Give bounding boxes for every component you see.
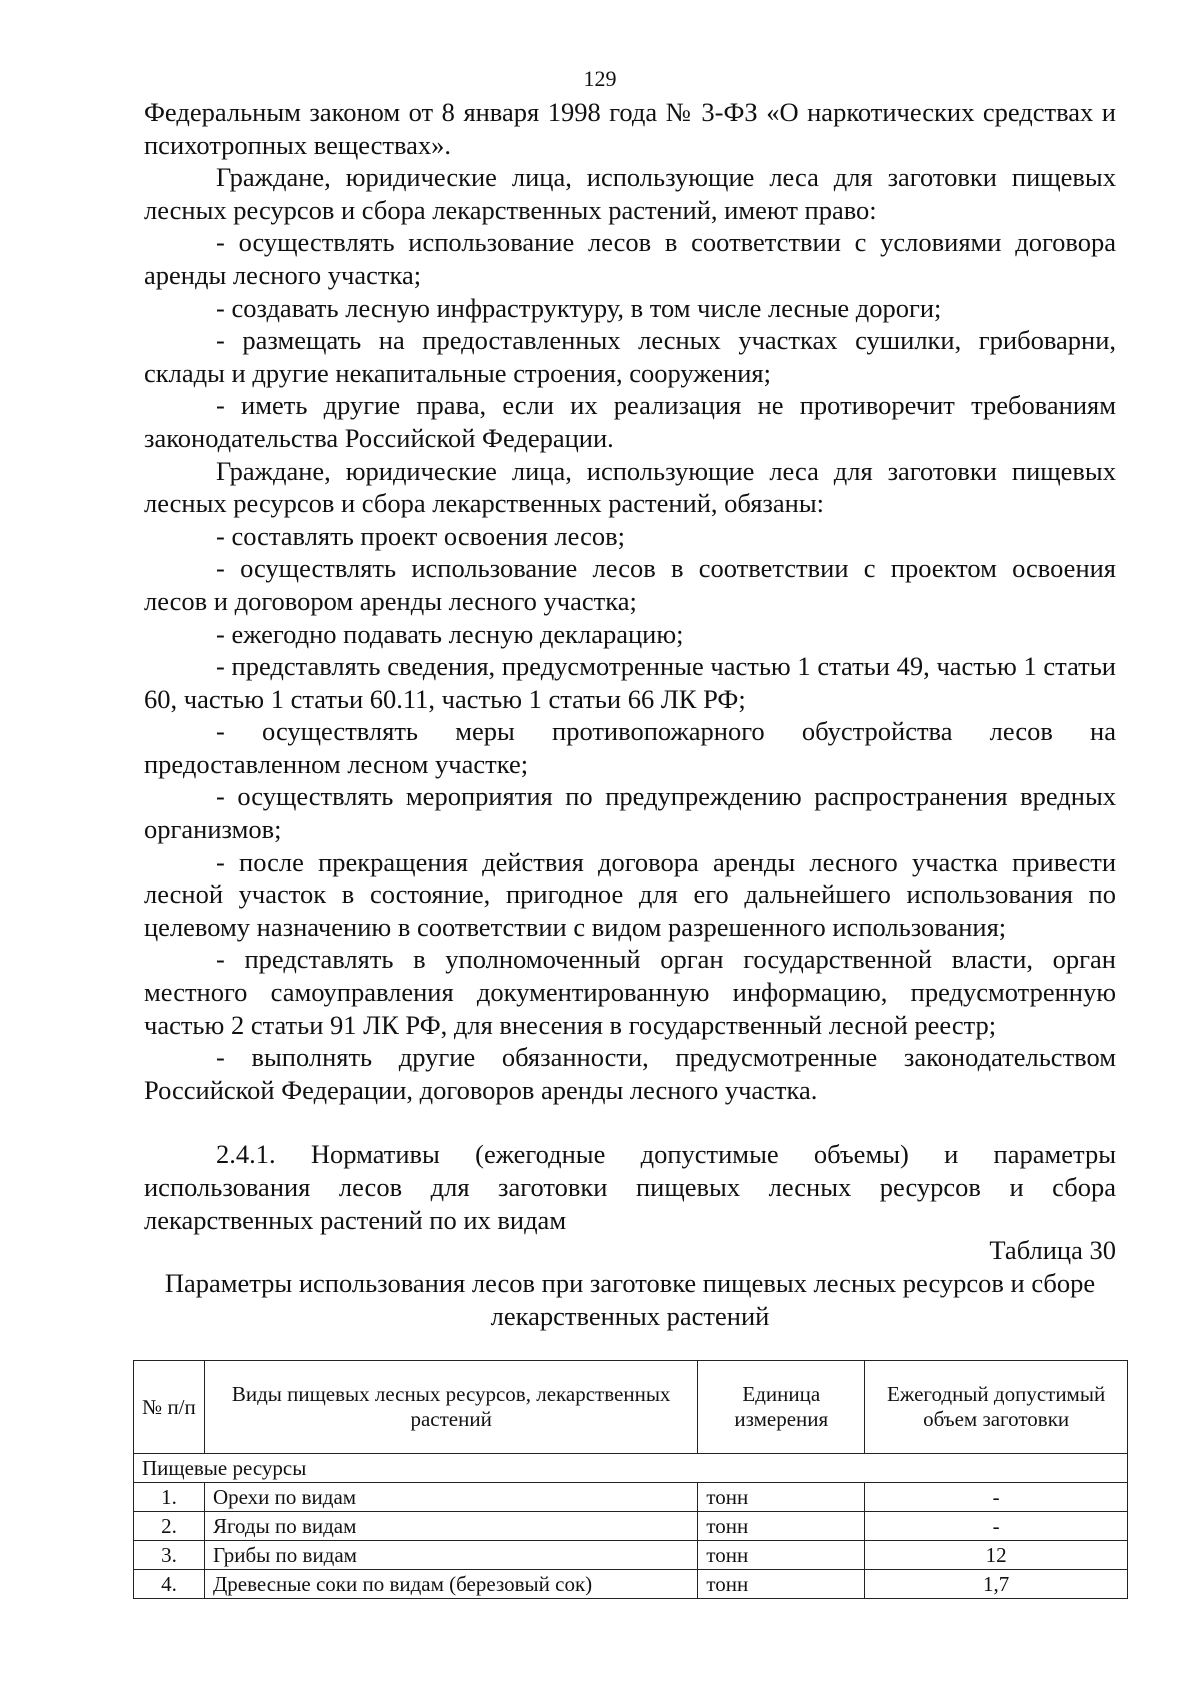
list-item: - создавать лесную инфраструктуру, в том числе лесные дороги;: [216, 292, 942, 323]
list-item: - размещать на предоставленных лесных участках сушилки, грибоварни, склады и другие некапитальные строения, сооружения;: [144, 325, 1116, 388]
table-row: [134, 1512, 1128, 1541]
spacer: [144, 1106, 1116, 1138]
cell-num: 3.: [134, 1541, 205, 1570]
list-item: - представлять в уполномоченный орган государственной власти, орган местного самоуправления документированную информацию, предусмотренную частью 2 статьи 91 ЛК РФ, для внесения в государственный лесной реестр;: [144, 944, 1116, 1040]
table-row: [134, 1483, 1128, 1512]
parameters-table: [133, 1360, 1128, 1599]
list-item: - осуществлять мероприятия по предупреждению распространения вредных организмов;: [144, 781, 1116, 845]
cell-volume: 1,7: [865, 1570, 1128, 1599]
paragraph: Граждане, юридические лица, использующие леса для заготовки пищевых лесных ресурсов и сбора лекарственных растений, имеют право:: [144, 162, 1116, 225]
table-title: Параметры использования лесов при заготовке пищевых лесных ресурсов и сборе лекарственных растений: [164, 1268, 1096, 1331]
cell-unit: тонн: [698, 1483, 865, 1512]
list-item: - представлять сведения, предусмотренные частью 1 статьи 49, частью 1 статьи 60, частью 1 статьи 60.11, частью 1 статьи 66 ЛК РФ;: [144, 651, 1116, 714]
cell-volume: -: [865, 1512, 1128, 1541]
table-header-row: [134, 1361, 1128, 1454]
cell-name: Ягоды по видам: [204, 1512, 697, 1541]
cell-name: Древесные соки по видам (березовый сок): [204, 1570, 697, 1599]
group-label: Пищевые ресурсы: [134, 1454, 1128, 1483]
table-group-row: [134, 1454, 1128, 1483]
header-unit: Единица измерения: [698, 1361, 865, 1454]
cell-name: Грибы по видам: [204, 1541, 697, 1570]
list-item: - после прекращения действия договора аренды лесного участка привести лесной участок в состояние, пригодное для его дальнейшего использования по целевому назначению в соответствии с видом разрешенного использования;: [144, 846, 1116, 942]
header-num: № п/п: [134, 1361, 205, 1454]
cell-num: 2.: [134, 1512, 205, 1541]
header-volume: Ежегодный допустимый объем заготовки: [865, 1361, 1128, 1454]
list-item: - осуществлять меры противопожарного обустройства лесов на предоставленном лесном участке;: [144, 716, 1116, 779]
cell-volume: -: [865, 1483, 1128, 1512]
cell-unit: тонн: [698, 1512, 865, 1541]
section-heading: 2.4.1. Нормативы (ежегодные допустимые объемы) и параметры использования лесов для заготовки пищевых лесных ресурсов и сбора лекарственных растений по их видам: [144, 1139, 1116, 1235]
cell-unit: тонн: [698, 1570, 865, 1599]
list-item: - выполнять другие обязанности, предусмотренные законодательством Российской Федерации, договоров аренды лесного участка.: [144, 1042, 1116, 1105]
list-item: - осуществлять использование лесов в соответствии с условиями договора аренды лесного участка;: [144, 227, 1116, 290]
table-label: Таблица 30: [989, 1235, 1116, 1265]
list-item: - иметь другие права, если их реализация не противоречит требованиям законодательства Российской Федерации.: [144, 390, 1116, 453]
list-item: - ежегодно подавать лесную декларацию;: [216, 618, 684, 649]
page-number: 129: [583, 66, 617, 91]
paragraph: Граждане, юридические лица, использующие леса для заготовки пищевых лесных ресурсов и сбора лекарственных растений, обязаны:: [144, 455, 1116, 519]
list-item: - осуществлять использование лесов в соответствии с проектом освоения лесов и договором аренды лесного участка;: [144, 553, 1116, 616]
body-text: [144, 96, 1116, 1236]
cell-name: Орехи по видам: [204, 1483, 697, 1512]
list-item: - составлять проект освоения лесов;: [216, 520, 625, 551]
cell-num: 1.: [134, 1483, 205, 1512]
cell-volume: 12: [865, 1541, 1128, 1570]
header-name: Виды пищевых лесных ресурсов, лекарственных растений: [204, 1361, 697, 1454]
paragraph: Федеральным законом от 8 января 1998 года № 3-ФЗ «О наркотических средствах и психотропных веществах».: [144, 97, 1116, 160]
cell-num: 4.: [134, 1570, 205, 1599]
cell-unit: тонн: [698, 1541, 865, 1570]
table-row: [134, 1570, 1128, 1599]
table-row: [134, 1541, 1128, 1570]
